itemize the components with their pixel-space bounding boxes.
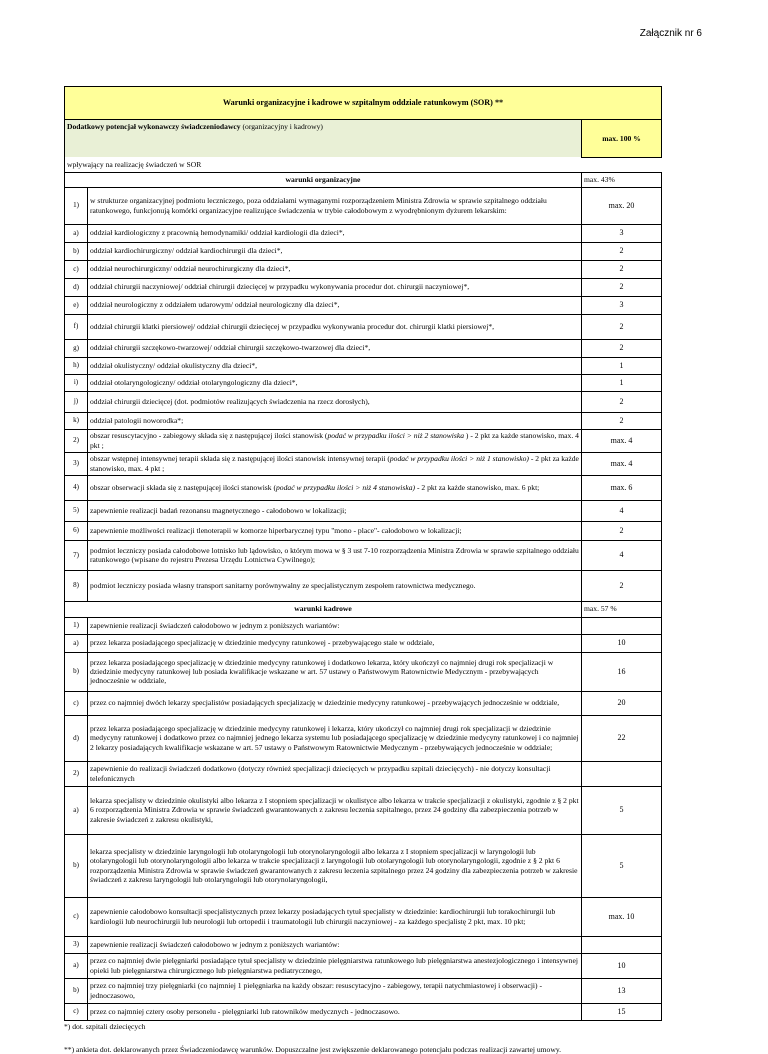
row-text-italic: podać w przypadku ilości > niż 4 stanowiska) [276,482,416,492]
staff-row [65,834,662,897]
row-text-pre: obszar resuscytacyjno - zabiegowy składa się z następującej ilości stanowisk ( [90,431,328,441]
row-points [582,936,662,953]
row-text-post: - 2 pkt za każde stanowisko, max. 6 pkt; [415,482,540,492]
row-points: 2 [582,412,662,429]
org-row [65,339,662,357]
staff-row [65,978,662,1003]
row-text: zapewnienie realizacji świadczeń całodobowo w jednym z poniższych wariantów: [88,936,582,953]
form-title: Warunki organizacyjne i kadrowe w szpitalnym oddziale ratunkowym (SOR) ** [65,87,662,120]
row-points: max. 10 [582,897,662,936]
footnote-children: *) dot. szpitali dziecięcych [64,1022,146,1031]
row-points: 1 [582,374,662,391]
potential-row-2 [65,157,662,172]
row-text: podmiot leczniczy posiada całodobowe lotnisko lub lądowisko, o którym mowa w § 3 ust 7-10 rozporządzenia Ministra Zdrowia w sprawie szpitalnego oddziału ratunkowego (wpisane do rejestru Prezesa Urzędu Lotnictwa Cywilnego); [88,540,582,570]
annex-label: Załącznik nr 6 [639,28,702,39]
row-text: zapewnienie możliwości realizacji tlenoterapii w komorze hiperbarycznej typu "mono - place"- całodobowo w lokalizacji; [88,521,582,540]
org-row [65,452,662,475]
row-text: zapewnienie realizacji świadczeń całodobowo w jednym z poniższych wariantów: [88,617,582,634]
footnote-survey: **) ankieta dot. deklarowanych przez Świadczeniodawcę warunków. Dopuszczalne jest zwiększenie deklarowanego potencjału podczas realizacji zawartej umowy. [64,1045,562,1054]
row-number: e) [65,296,88,314]
row-number: c) [65,897,88,936]
row-text [88,475,582,500]
potential-label-bold: Dodatkowy potencjał wykonawczy świadczeniodawcy [67,122,241,131]
row-points [582,761,662,786]
row-number: 5) [65,500,88,521]
row-text-italic: podać w przypadku ilości > niż 1 stanowisko) [389,454,529,464]
row-number: k) [65,412,88,429]
row-points: 2 [582,314,662,339]
row-points: 22 [582,715,662,761]
staff-row [65,617,662,634]
row-number: c) [65,691,88,715]
row-number: d) [65,715,88,761]
staff-row [65,634,662,652]
org-row [65,412,662,429]
org-header-row [65,172,662,187]
row-points: 4 [582,540,662,570]
row-number: c) [65,260,88,278]
row-points: max. 4 [582,452,662,475]
title-row [65,87,662,120]
row-number: a) [65,786,88,834]
row-points: 16 [582,652,662,691]
row-points: 4 [582,500,662,521]
row-text [88,452,582,475]
row-text: oddział chirurgii klatki piersiowej/ oddział chirurgii dziecięcej w przypadku wykonywania procedur dot. chirurgii klatki piersiowej*, [88,314,582,339]
org-row [65,260,662,278]
row-points: 10 [582,634,662,652]
row-text-post: ) - 2 pkt za każde stanowisko, max. 4 pkt ; [90,431,579,450]
row-text: przez lekarza posiadającego specjalizację w dziedzinie medycyny ratunkowej - przebywającego stale w oddziale, [88,634,582,652]
row-points: 13 [582,978,662,1003]
row-number: 1) [65,617,88,634]
staff-row [65,715,662,761]
org-row [65,475,662,500]
row-text: oddział chirurgii szczękowo-twarzowej/ oddział chirurgii szczękowo-twarzowej dla dzieci*, [88,339,582,357]
row-number: 7) [65,540,88,570]
org-header-label: warunki organizacyjne [65,172,582,187]
staff-header-label: warunki kadrowe [65,601,582,617]
org-row [65,314,662,339]
org-row [65,187,662,224]
row-text: oddział patologii noworodka*; [88,412,582,429]
row-number: b) [65,978,88,1003]
row-points: 5 [582,834,662,897]
row-text: przez co najmniej trzy pielęgniarki (co najmniej 1 pielęgniarka na każdy obszar: resuscytacyjno - zabiegowy, terapii natychmiastowej i obserwacji) - jednoczasowo, [88,978,582,1003]
row-number: h) [65,357,88,374]
row-number: c) [65,1003,88,1020]
row-points: max. 4 [582,429,662,452]
row-number: 8) [65,570,88,601]
row-points: 2 [582,391,662,412]
row-points: 2 [582,339,662,357]
staff-header-row [65,601,662,617]
row-points: max. 20 [582,187,662,224]
footnotes [64,1022,764,1054]
row-number: 1) [65,187,88,224]
row-text: zapewnienie realizacji badań rezonansu magnetycznego - całodobowo w lokalizacji; [88,500,582,521]
row-text: przez co najmniej cztery osoby personelu - pielęgniarki lub ratowników medycznych - jednoczasowo. [88,1003,582,1020]
row-points: 3 [582,224,662,242]
row-points: max. 6 [582,475,662,500]
row-text: oddział chirurgii dziecięcej (dot. podmiotów realizujących świadczenia na rzecz dorosłych), [88,391,582,412]
row-text: podmiot leczniczy posiada własny transport sanitarny porównywalny ze specjalistycznym zespołem ratownictwa medycznego. [88,570,582,601]
org-row [65,540,662,570]
org-row [65,521,662,540]
row-text: oddział kardiologiczny z pracownią hemodynamiki/ oddział kardiologii dla dzieci*, [88,224,582,242]
row-number: 4) [65,475,88,500]
staff-header-max: max. 57 % [582,601,662,617]
row-number: g) [65,339,88,357]
row-points: 15 [582,1003,662,1020]
org-row [65,278,662,296]
row-text-italic: podać w przypadku ilości > niż 2 stanowiska [327,431,464,441]
org-header-max: max. 43% [582,172,662,187]
row-number: b) [65,652,88,691]
org-row [65,429,662,452]
row-text: lekarza specjalisty w dziedzinie okulistyki albo lekarza z I stopniem specjalizacji w okulistyce albo lekarza w trakcie specjalizacji z okulistyki, zgodnie z § 2 pkt 6 rozporządzenia Ministra Zdrowia w sprawie świadczeń gwarantowanych z zakresu leczenia szpitalnego, przez 24 godziny dla zabezpieczenia potrzeb w zakresie świadczeń z zakresu okulistyki, [88,786,582,834]
row-number: 3) [65,936,88,953]
org-row [65,374,662,391]
row-text-pre: obszar obserwacji składa się z następującej ilości stanowisk ( [90,482,276,492]
staff-row [65,1003,662,1020]
row-number: f) [65,314,88,339]
potential-row [65,120,662,158]
row-points: 3 [582,296,662,314]
org-row [65,296,662,314]
row-number: 2) [65,761,88,786]
staff-row [65,652,662,691]
org-row [65,357,662,374]
org-row [65,500,662,521]
row-number: j) [65,391,88,412]
potential-label-line2: wpływający na realizację świadczeń w SOR [65,157,662,172]
row-points: 5 [582,786,662,834]
staff-row [65,786,662,834]
row-points [582,617,662,634]
conditions-table-container [64,86,661,1021]
row-number: b) [65,834,88,897]
row-number: a) [65,953,88,978]
row-points: 1 [582,357,662,374]
staff-row [65,897,662,936]
row-text: oddział kardiochirurgiczny/ oddział kardiochirurgii dla dzieci*, [88,242,582,260]
potential-max: max. 100 % [582,120,662,158]
potential-label [65,120,582,158]
staff-row [65,936,662,953]
row-text-pre: obszar wstępnej intensywnej terapii składa się z następującej ilości stanowisk intensywnej terapii ( [90,454,390,464]
org-row [65,242,662,260]
row-text: przez lekarza posiadającego specjalizację w dziedzinie medycyny ratunkowej i dodatkowo lekarza, który ukończył co najmniej drugi rok specjalizacji w dziedzinie medycyny ratunkowej lub posiada kwalifikacje wskazane w art. 57 ustawy o Państwowym Ratownictwie Medycznym - przebywających jednocześnie w oddziale, [88,652,582,691]
row-text: przez co najmniej dwie pielęgniarki posiadające tytuł specjalisty w dziedzinie pielęgniarstwa ratunkowego lub pielęgniarstwa anestezjologicznego i intensywnej opieki lub pielęgniarstwa chirurgicznego lub pielęgniarstwa pediatrycznego, [88,953,582,978]
row-number: i) [65,374,88,391]
row-number: 3) [65,452,88,475]
conditions-table [64,86,662,1021]
row-text: lekarza specjalisty w dziedzinie laryngologii lub otolaryngologii lub otorynolaryngologii albo lekarza z I stopniem specjalizacji w laryngologii lub otolaryngologii lub otorynolaryngologii albo lekarza w trakcie specjalizacji z laryngologii lub otolaryngologii lub otorynolaryngologii, zgodnie z § 2 pkt 6 rozporządzenia Ministra Zdrowia w sprawie świadczeń gwarantowanych z zakresu leczenia szpitalnego przez 24 godziny dla zabezpieczenia potrzeb w zakresie świadczeń z zakresu laryngologii lub otolaryngologii lub otorynolaryngologii, [88,834,582,897]
row-points: 2 [582,260,662,278]
row-text: oddział otolaryngologiczny/ oddział otolaryngologiczny dla dzieci*, [88,374,582,391]
row-text [88,429,582,452]
row-points: 2 [582,242,662,260]
staff-row [65,761,662,786]
staff-row [65,953,662,978]
row-text: oddział okulistyczny/ oddział okulistyczny dla dzieci*, [88,357,582,374]
row-number: a) [65,634,88,652]
row-text: oddział chirurgii naczyniowej/ oddział chirurgii dziecięcej w przypadku wykonywania procedur dot. chirurgii naczyniowej*, [88,278,582,296]
row-number: a) [65,224,88,242]
row-text: oddział neurochirurgiczny/ oddział neurochirurgiczny dla dzieci*, [88,260,582,278]
row-text: w strukturze organizacyjnej podmiotu leczniczego, poza oddziałami wymaganymi rozporządzeniem Ministra Zdrowia w sprawie szpitalnego oddziału ratunkowego, funkcjonują komórki organizacyjne realizujące świadczenia w trybie całodobowym z wyodrębnionym dyżurem lekarskim: [88,187,582,224]
org-row [65,391,662,412]
row-text: zapewnienie całodobowo konsultacji specjalistycznych przez lekarzy posiadających tytuł specjalisty w dziedzinie: kardiochirurgii lub torakochirurgii lub kardiologii lub neurochirurgii lub neurologii lub ortopedii i traumatologii lub chirurgii naczyniowej - za każdego specjalistę 2 pkt, max. 10 pkt; [88,897,582,936]
staff-row [65,691,662,715]
potential-label-rest: (organizacyjny i kadrowy) [240,122,323,131]
row-number: d) [65,278,88,296]
row-points: 20 [582,691,662,715]
row-points: 10 [582,953,662,978]
row-text: przez lekarza posiadającego specjalizację w dziedzinie medycyny ratunkowej i lekarza, który ukończył co najmniej drugi rok specjalizacji w dziedzinie medycyny ratunkowej i dodatkowo przez co najmniej jednego lekarza systemu lub posiadającego specjalizację w dziedzinie medycyny ratunkowej i co najmniej 2 lekarzy posiadających kwalifikacje wskazane w art. 57 ustawy o Państwowym Ratownictwie Medycznym - przebywających jednocześnie w oddziale; [88,715,582,761]
row-number: 2) [65,429,88,452]
row-points: 2 [582,570,662,601]
row-text-post: - 2 pkt za każde stanowisko, max. 4 pkt ; [90,454,579,473]
org-row [65,570,662,601]
row-text: przez co najmniej dwóch lekarzy specjalistów posiadających specjalizację w dziedzinie medycyny ratunkowej - przebywających jednocześnie w oddziale, [88,691,582,715]
row-points: 2 [582,521,662,540]
row-text: oddział neurologiczny z oddziałem udarowym/ oddział neurologiczny dla dzieci*, [88,296,582,314]
row-points: 2 [582,278,662,296]
row-text: zapewnienie do realizacji świadczeń dodatkowo (dotyczy również specjalizacji dziecięcych w przypadku szpitali dziecięcych) - nie dotyczy konsultacji telefonicznych [88,761,582,786]
org-row [65,224,662,242]
row-number: b) [65,242,88,260]
row-number: 6) [65,521,88,540]
